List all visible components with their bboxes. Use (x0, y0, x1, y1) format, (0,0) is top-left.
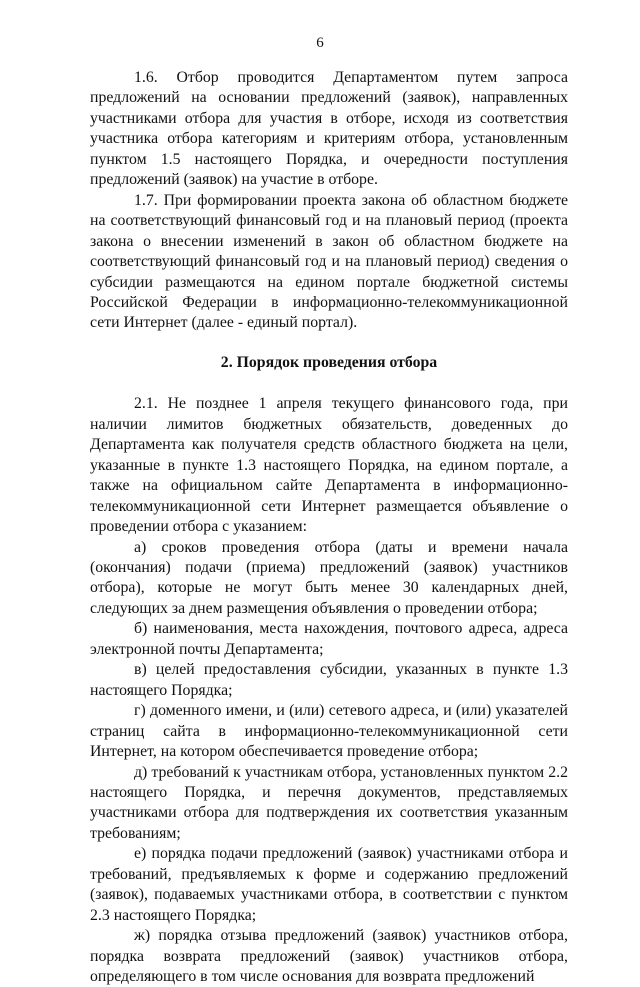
list-item-b: б) наименования, места нахождения, почтового адреса, адреса электронной почты Департамента; (90, 620, 568, 658)
paragraph-1-7: 1.7. При формировании проекта закона об областном бюджете на соответствующий финансовый год и на плановый период (проекта закона о внесении изменений в закон об областном бюджете на соответствующий финансовый год и на плановый период) сведения о субсидии размещаются на едином портале бюджетной системы Российской Федерации в информационно-телекоммуникационной сети Интернет (далее - единый портал). (90, 191, 568, 332)
list-item-d: д) требований к участникам отбора, установленных пунктом 2.2 настоящего Порядка, и перечня документов, представляемых участниками отбора для подтверждения их соответствия указанным требованиям; (90, 763, 568, 842)
list-item-e: е) порядка подачи предложений (заявок) участниками отбора и требований, предъявляемых к форме и содержанию предложений (заявок), подаваемых участниками отбора, в соответствии с пунктом 2.3 настоящего Порядка; (90, 845, 568, 924)
paragraph-1-6: 1.6. Отбор проводится Департаментом путем запроса предложений на основании предложений (заявок), направленных участниками отбора для участия в отборе, исходя из соответствия участника отбора категориям и критериям отбора, установленным пунктом 1.5 настоящего Порядка, и очередности поступления предложений (заявок) на участие в отборе. (90, 69, 568, 189)
paragraph-2-1: 2.1. Не позднее 1 апреля текущего финансового года, при наличии лимитов бюджетных обязательств, доведенных до Департамента как получателя средств областного бюджета на цели, указанные в пункте 1.3 настоящего Порядка, на едином портале, а также на официальном сайте Департамента в информационно-телекоммуникационной сети Интернет размещается объявление о проведении отбора с указанием: (90, 395, 568, 536)
list-item-a: а) сроков проведения отбора (даты и времени начала (окончания) подачи (приема) предложений (заявок) участников отбора), которые не могут быть менее 30 календарных дней, следующих за днем размещения объявления о проведении отбора; (90, 538, 568, 617)
document-body (90, 68, 568, 987)
section-heading: 2. Порядок проведения отбора (220, 353, 438, 371)
page-number: 6 (316, 35, 324, 51)
list-item-v: в) целей предоставления субсидии, указанных в пункте 1.3 настоящего Порядка; (90, 661, 568, 699)
list-item-g: г) доменного имени, и (или) сетевого адреса, и (или) указателей страниц сайта в информационно-телекоммуникационной сети Интернет, на котором обеспечивается проведение отбора; (90, 702, 568, 761)
list-item-zh: ж) порядка отзыва предложений (заявок) участников отбора, порядка возврата предложений (заявок) участников отбора, определяющего в том числе основания для возврата предложений (90, 927, 568, 986)
